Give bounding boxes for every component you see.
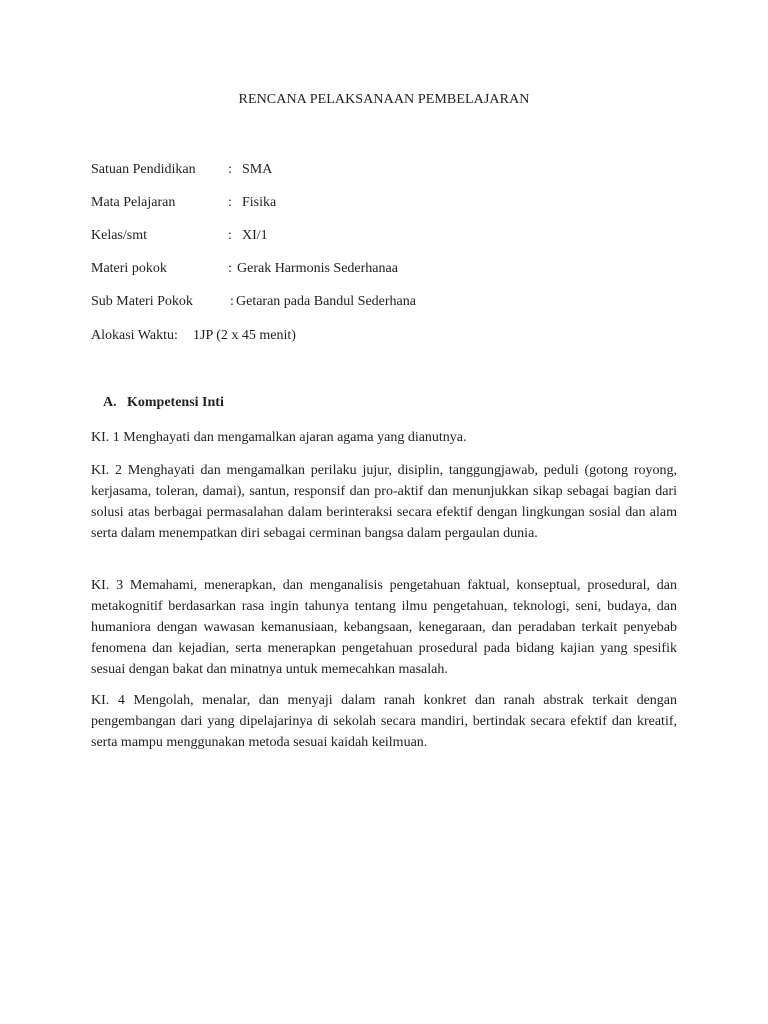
paragraph-ki-4: KI. 4 Mengolah, menalar, dan menyaji dalam ranah konkret dan ranah abstrak terkait dengan pengembangan dari yang dipelajarinya di sekolah secara mandiri, bertindak secara efektif dan kreatif, serta mampu menggunakan metoda sesuai kaidah keilmuan. <box>91 693 677 750</box>
info-label: Materi pokok <box>91 261 167 276</box>
section-letter: A. <box>103 395 117 410</box>
info-separator: : <box>230 294 234 309</box>
info-separator: : <box>228 195 232 210</box>
info-value: Fisika <box>242 195 277 210</box>
info-label: Kelas/smt <box>91 228 147 243</box>
info-label: Alokasi Waktu: <box>91 328 178 343</box>
info-label: Sub Materi Pokok <box>91 294 193 309</box>
info-value: 1JP (2 x 45 menit) <box>193 328 296 343</box>
info-label: Mata Pelajaran <box>91 195 176 210</box>
paragraph-ki-1: KI. 1 Menghayati dan mengamalkan ajaran agama yang dianutnya. <box>91 430 467 445</box>
paragraph-ki-3: KI. 3 Memahami, menerapkan, dan menganalisis pengetahuan faktual, konseptual, prosedural, dan metakognitif berdasarkan rasa ingin tahunya tentang ilmu pengetahuan, teknologi, seni, budaya, dan humaniora dengan wawasan kemanusiaan, kebangsaan, kenegaraan, dan peradaban terkait penyebab fenomena dan kejadian, serta menerapkan pengetahuan prosedural pada bidang kajian yang spesifik sesuai dengan bakat dan minatnya untuk memecahkan masalah. <box>91 578 677 677</box>
document-title: RENCANA PELAKSANAAN PEMBELAJARAN <box>238 92 530 107</box>
info-value: XI/1 <box>242 228 268 243</box>
info-separator: : <box>228 261 232 276</box>
info-value: Getaran pada Bandul Sederhana <box>236 294 416 309</box>
section-heading-text: Kompetensi Inti <box>127 395 224 410</box>
info-label: Satuan Pendidikan <box>91 162 196 177</box>
section-heading-kompetensi-inti <box>103 393 224 413</box>
info-separator: : <box>228 228 232 243</box>
info-value: Gerak Harmonis Sederhanaa <box>237 261 398 276</box>
info-separator: : <box>228 162 232 177</box>
paragraph-ki-2: KI. 2 Menghayati dan mengamalkan perilaku jujur, disiplin, tanggungjawab, peduli (gotong royong, kerjasama, toleran, damai), santun, responsif dan pro-aktif dan menunjukkan sikap sebagai bagian dari solusi atas berbagai permasalahan dalam berinteraksi secara efektif dengan lingkungan sosial dan alam serta dalam menempatkan diri sebagai cerminan bangsa dalam pergaulan dunia. <box>91 463 677 541</box>
info-value: SMA <box>242 162 273 177</box>
